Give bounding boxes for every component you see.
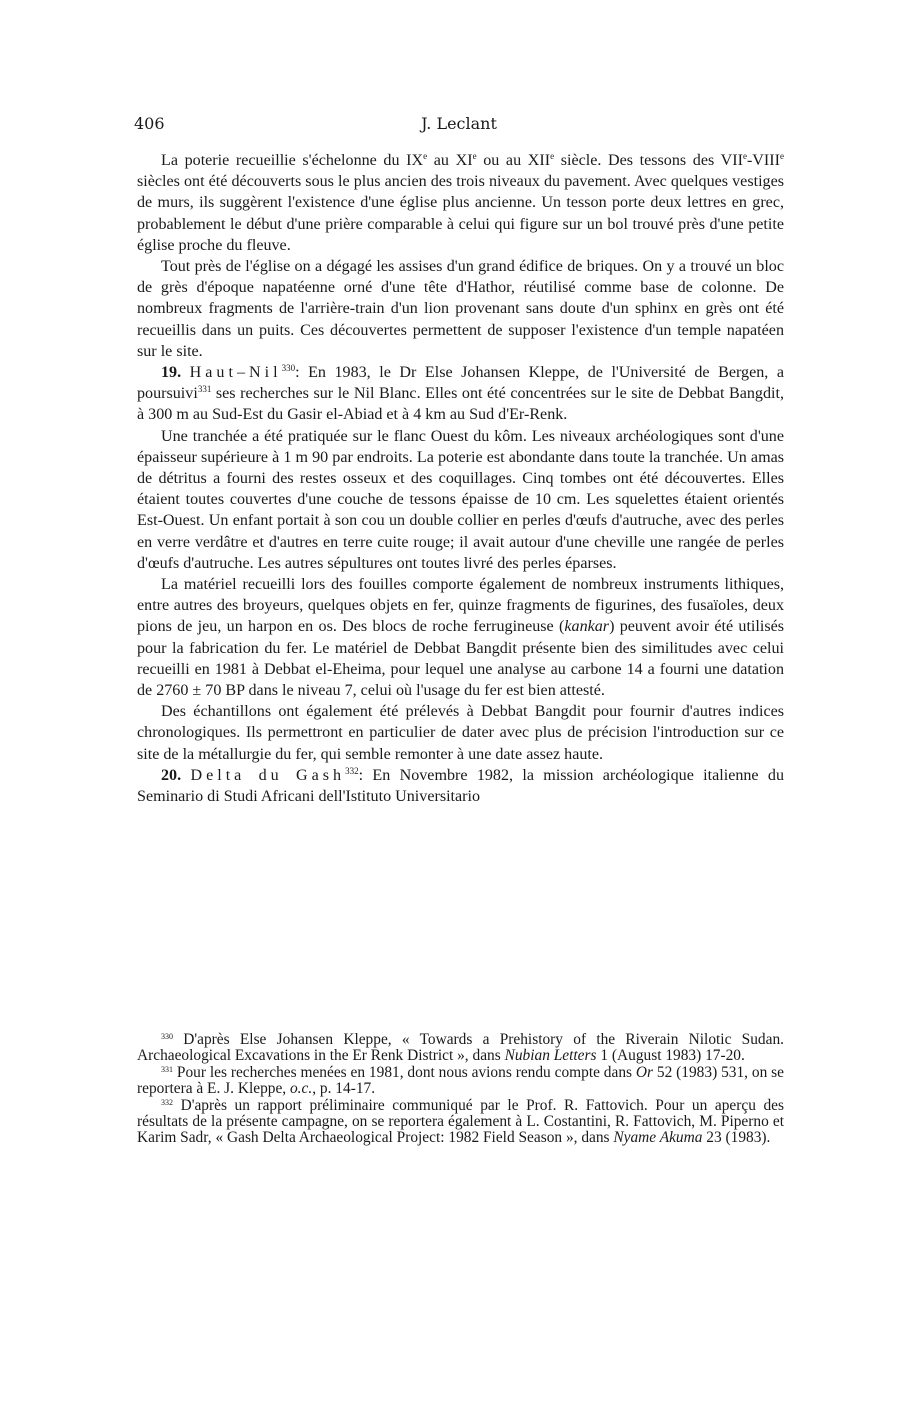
footnote-ref: 332 — [345, 765, 359, 776]
footnote-ref: 331 — [197, 384, 212, 395]
footnotes — [137, 1032, 784, 1147]
footnote-332: $^{332}$ D'après un rapport préliminaire communiqué par le Prof. R. Fattovich. Pour un aperçu des résultats de la présente campagne, on se reportera également à L. Costantini, R. Fattovich, M. Piperno et Karim Sadr, « Gash Delta Archaeological Project: 1982 Field Season », dans Nyame Akuma 23 (1983). — [137, 1096, 784, 1147]
footnote-330: $^{330}$ D'après Else Johansen Kleppe, « Towards a Prehistory of the Riverain Nilotic Sudan. Archaeological Excavations in the Er Renk District », dans Nubian Letters 1 (August 1983) 17-20. — [137, 1031, 784, 1065]
page-number: 406 — [134, 114, 165, 133]
running-head — [134, 114, 784, 136]
body-text — [137, 150, 784, 807]
section-title: Haut–Nil — [189, 364, 282, 382]
section-title: Delta du Gash — [190, 766, 346, 784]
running-head-author: J. Leclant — [421, 114, 497, 133]
paragraph-material: La matériel recueilli lors des fouilles comporte également de nombreux instruments lithiques, entre autres des broyeurs, quelques objets en fer, quinze fragments de figurines, des fusaïoles, deux pions de jeu, un harpon en os. Des blocs de roche ferrugineuse (kankar) peuvent avoir été utilisés pour la fabrication du fer. Le matériel de Debbat Bangdit présente bien des similitudes avec celui recueilli en 1981 à Debbat el-Eheima, pour lequel une analyse au carbone 14 a fourni une datation de 2760 ± 70 BP dans le niveau 7, celui où l'usage du fer est bien attesté. — [137, 576, 785, 700]
section-number: 19. — [161, 364, 182, 382]
paragraph-trench: Une tranchée a été pratiquée sur le flanc Ouest du kôm. Les niveaux archéologiques sont d'une épaisseur supérieure à 1 m 90 par endroits. La poterie est abondante dans toute la tranchée. Un amas de détritus a fourni des restes osseux et des coquillages. Cinq tombes ont été découvertes. Elles étaient toutes couvertes d'une couche de tessons épaisse de 10 cm. Les squelettes étaient orientés Est-Ouest. Un enfant portait à son cou un double collier en perles d'œufs d'autruche, avec des perles en verre verdâtre et d'autres en terre cuite rouge; il avait autour d'une cheville une rangée de perles d'œufs d'autruche. Les autres sépultures ont toutes livré des perles éparses. — [137, 427, 784, 572]
footnote-331: $^{331}$ Pour les recherches menées en 1981, dont nous avions rendu compte dans Or 52 (1983) 531, on se reportera à E. J. Kleppe, o.c., p. 14-17. — [137, 1063, 784, 1098]
paragraph-section-20: 20. Delta du Gash$^{332}$: En Novembre 1982, la mission archéologique italienne du Seminario di Studi Africani dell'Istituto Universitario — [137, 765, 784, 806]
paragraph-pottery: La poterie recueillie s'échelonne du IXe au XIe ou au XIIe siècle. Des tessons des VIIe-VIIIe siècles ont été découverts sous le plus ancien des trois niveaux du pavement. Avec quelques vestiges de murs, ils suggèrent l'existence d'une église plus ancienne. Un tesson porte deux lettres en grec, probablement le début d'une prière comparable à celui qui figure sur un bol trouvé près d'une petite église proche du fleuve. — [137, 151, 784, 254]
footnote-ref: 330 — [281, 363, 296, 374]
paragraph-section-19: 19. Haut–Nil$^{330}$: En 1983, le Dr Else Johansen Kleppe, de l'Université de Bergen, a poursuivi$^{331}$ ses recherches sur le Nil Blanc. Elles ont été concentrées sur le site de Debbat Bangdit, à 300 m au Sud-Est du Gasir el-Abiad et à 4 km au Sud d'Er-Renk. — [137, 363, 784, 424]
paragraph-samples: Des échantillons ont également été prélevés à Debbat Bangdit pour fournir d'autres indices chronologiques. Ils permettront en particulier de dater avec plus de précision l'introduction sur ce site de la métallurgie du fer, qui semble remonter à une date assez haute. — [137, 703, 784, 763]
paragraph-brick-building: Tout près de l'église on a dégagé les assises d'un grand édifice de briques. On y a trouvé un bloc de grès d'époque napatéenne orné d'une tête d'Hathor, réutilisé comme base de colonne. De nombreux fragments de l'arrière-train d'un lion provenant sans doute d'un sphinx en grès ont été recueillis dans un puits. Ces découvertes permettent de supposer l'existence d'un temple napatéen sur le site. — [137, 258, 784, 360]
section-number: 20. — [161, 766, 182, 784]
